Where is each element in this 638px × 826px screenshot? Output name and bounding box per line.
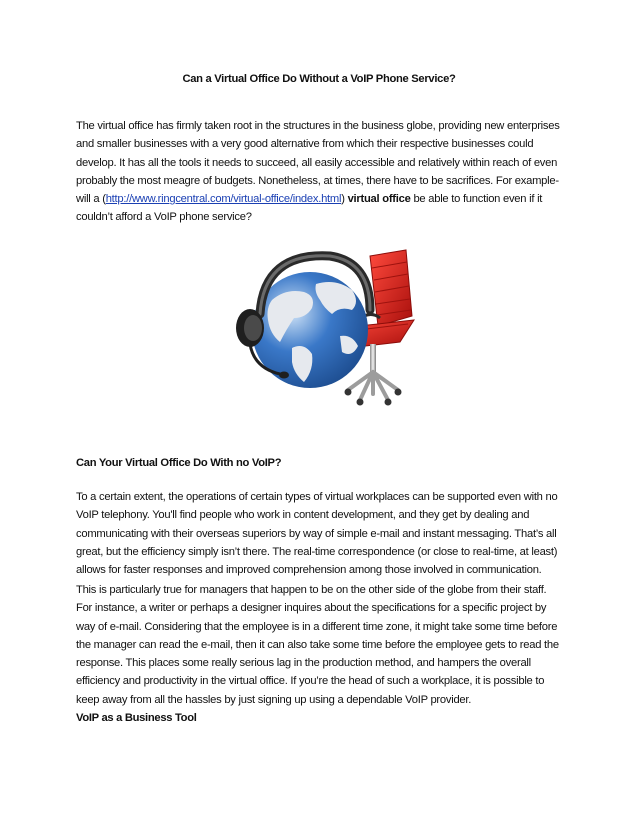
section1-paragraph-2 xyxy=(76,581,566,709)
intro-line: couldn’t afford a VoIP phone service? xyxy=(76,211,252,224)
paragraph-line: allows for faster responses and improved comprehension among those involved in communication. xyxy=(76,564,542,577)
intro-line: The virtual office has firmly taken root in the structures in the business globe, providing new enterprises xyxy=(76,120,560,132)
paragraph-line: For instance, a writer or perhaps a designer inquires about the specifications for a specific project by xyxy=(76,602,547,615)
paragraph-line: way of e-mail. Considering that the employee is in a different time zone, it might take some time before xyxy=(76,620,558,633)
paragraph-line: communicating with their overseas superiors by way of simple e-mail and instant messaging. That’s all xyxy=(76,527,557,540)
virtual-office-bold: virtual office xyxy=(347,193,411,206)
intro-line-prefix: will a ( xyxy=(76,193,106,206)
voip-illustration xyxy=(220,244,420,412)
section1-paragraph-1 xyxy=(76,488,566,579)
intro-paragraph xyxy=(76,117,566,227)
paragraph-line: keep away from all the hassles by just signing up using a dependable VoIP provider. xyxy=(76,693,472,706)
intro-line: develop. It has all the tools it needs to succeed, all easily accessible and relatively within reach of even xyxy=(76,156,558,169)
paragraph-line: response. This places some really serious lag in the production method, and hampers the overall xyxy=(76,657,531,670)
paragraph-line: This is particularly true for managers that happen to be on the other side of the globe from their staff. xyxy=(76,584,547,596)
paragraph-line: To a certain extent, the operations of certain types of virtual workplaces can be supported even with no xyxy=(76,491,558,503)
paragraph-line: the manager can read the e-mail, then it can also take some time before the employee gets to read the xyxy=(76,638,559,651)
intro-line-mid: ) xyxy=(341,193,348,206)
intro-line: probably the most meagre of budgets. Nonetheless, at times, there have to be sacrifices. For example- xyxy=(76,174,559,187)
section-heading: Can Your Virtual Office Do With no VoIP? xyxy=(76,457,282,469)
section-heading: VoIP as a Business Tool xyxy=(76,712,197,724)
intro-line-with-link xyxy=(76,190,566,208)
paragraph-line: VoIP telephony. You'll find people who work in content development, and they get by dealing and xyxy=(76,509,530,522)
ringcentral-link[interactable]: http://www.ringcentral.com/virtual-office/index.html xyxy=(105,193,342,206)
intro-line-suffix: be able to function even if it xyxy=(410,193,543,206)
intro-line: and smaller businesses with a very good alternative from which their respective businesses could xyxy=(76,138,534,151)
paragraph-line: great, but the efficiency simply isn’t there. The real-time correspondence (or close to real-time, at least) xyxy=(76,545,558,558)
document-title: Can a Virtual Office Do Without a VoIP Phone Service? xyxy=(182,73,456,85)
paragraph-line: efficiency and productivity in the virtual office. If you’re the head of such a workplace, it is possible to xyxy=(76,675,545,688)
